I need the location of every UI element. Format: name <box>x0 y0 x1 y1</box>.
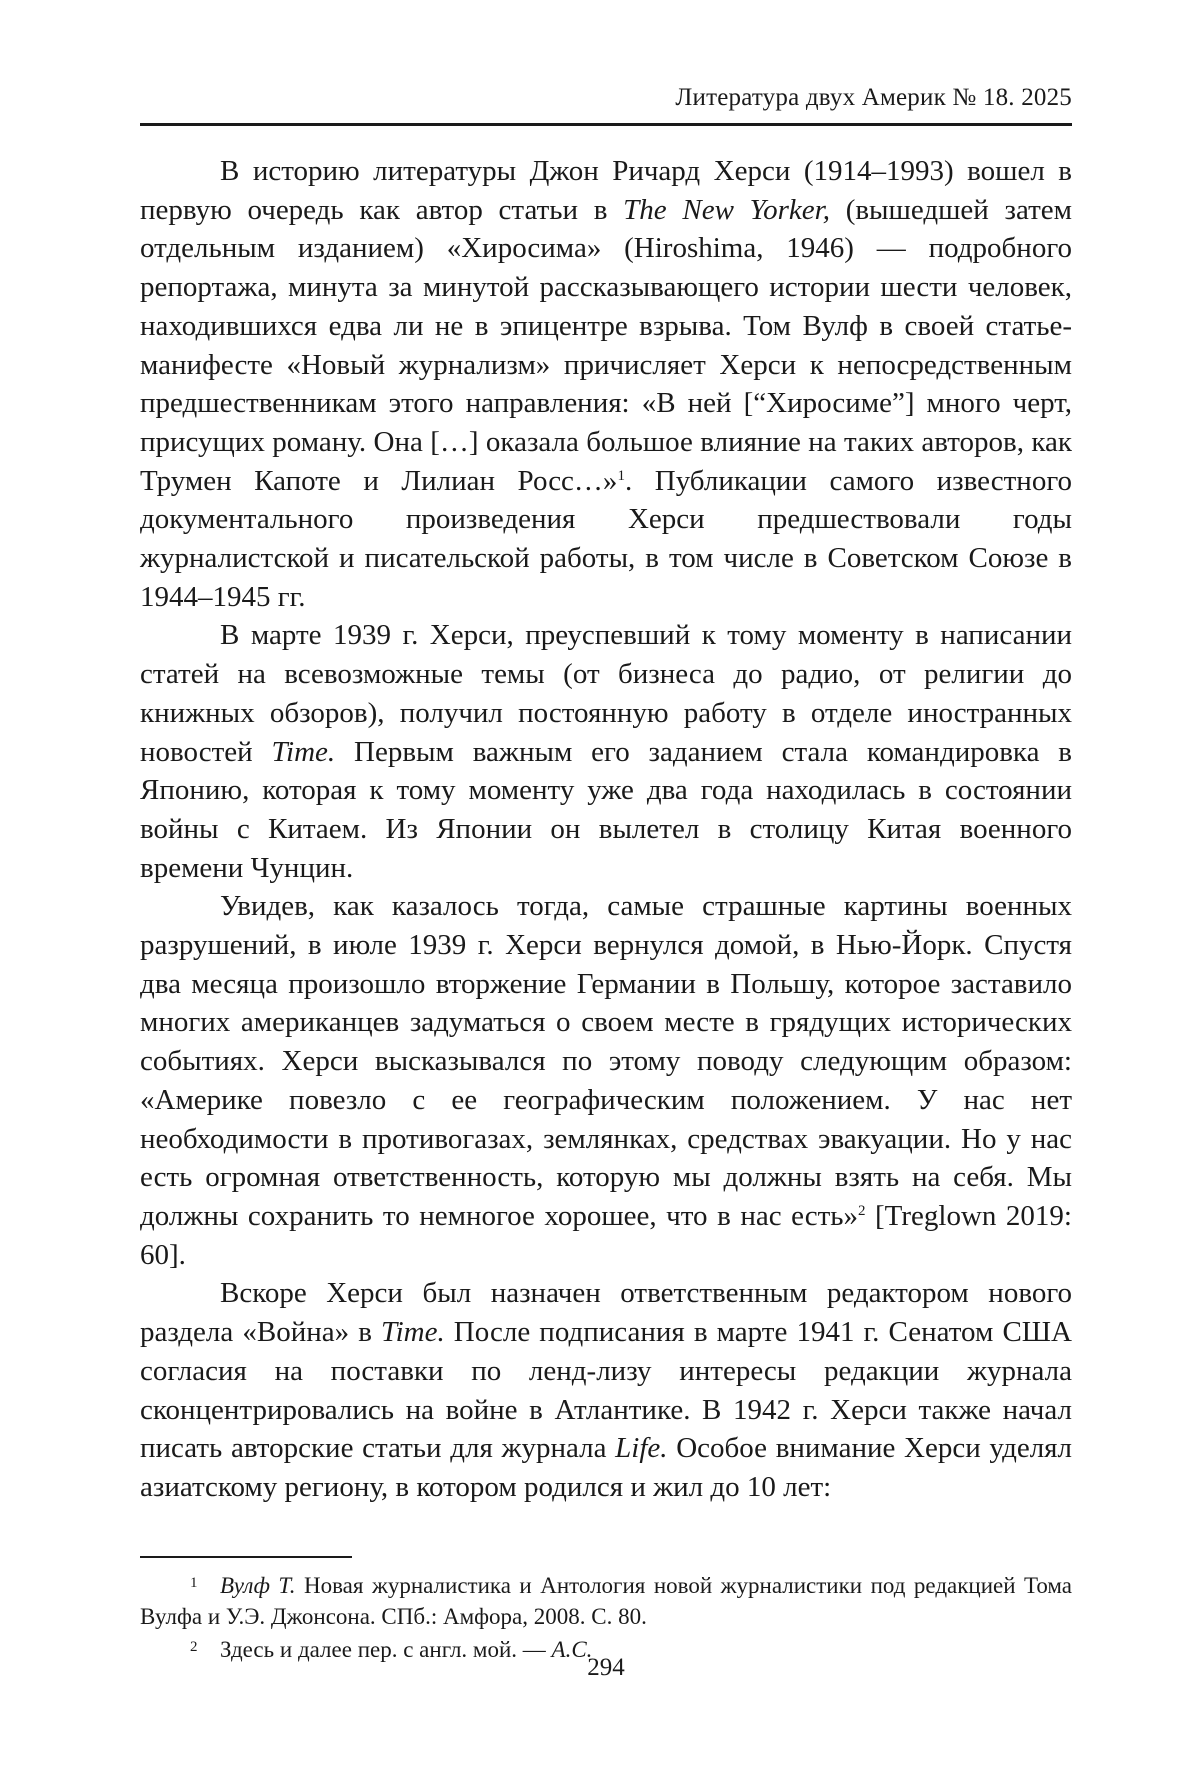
footnote-1: 1 Вулф Т. Новая журналистика и Антология новой журналистики под редакцией Тома Вулфа и У.Э. Джонсона. СПб.: Амфора, 2008. С. 80. <box>140 1568 1072 1632</box>
paragraph-4: Вскоре Херси был назначен ответственным редактором нового раздела «Война» в Time. После подписания в марте 1941 г. Сенатом США согласия на поставки по ленд-лизу интересы редакции журнала сконцентрировались на войне в Атлантике. В 1942 г. Херси также начал писать авторские статьи для журнала Life. Особое внимание Херси уделял азиатскому региону, в котором родился и жил до 10 лет: <box>140 1277 1072 1503</box>
footnote-mark: 1 <box>190 1575 198 1591</box>
italic-journal-title: Time. <box>271 735 336 768</box>
header-rule <box>140 123 1072 126</box>
italic-journal-title: The New Yorker, <box>623 193 830 226</box>
italic-journal-title: Life. <box>615 1432 668 1465</box>
footnote-mark: 2 <box>190 1639 198 1655</box>
footnote-ref-2[interactable]: 2 <box>857 1202 866 1219</box>
running-title: Литература двух Америк № 18. 2025 <box>675 84 1072 111</box>
footnote-author: Вулф Т. <box>220 1573 296 1598</box>
footnote-rule <box>140 1556 352 1558</box>
page <box>140 0 1072 1780</box>
translator-initials: А.С. <box>551 1637 593 1662</box>
article-body <box>140 152 1072 1507</box>
footnote-2: 2 Здесь и далее пер. с англ. мой. — А.С. <box>140 1632 1072 1665</box>
footnotes <box>140 1568 1072 1665</box>
paragraph-2: В марте 1939 г. Херси, преуспевший к тому моменту в написании статей на всевозможные темы (от бизнеса до радио, от религии до книжных обзоров), получил постоянную работу в отделе иностранных новостей Time. Первым важным его заданием стала командировка в Японию, которая к тому моменту уже два года находилась в состоянии войны с Китаем. Из Японии он вылетел в столицу Китая военного времени Чунцин. <box>140 619 1072 884</box>
footnote-ref-1[interactable]: 1 <box>617 467 625 484</box>
paragraph-1: В историю литературы Джон Ричард Херси (1914–1993) вошел в первую очередь как автор статьи в The New Yorker, (вышедшей затем отдельным изданием) «Хиросима» (Hiroshima, 1946) — подробного репортажа, минута за минутой рассказывающего истории шести человек, находившихся едва ли не в эпицентре взрыва. Том Вулф в своей статье-манифесте «Новый журнализм» причисляет Херси к непосредственным предшественникам этого направления: «В ней [“Хиросиме”] много черт, присущих роману. Она […] оказала большое влияние на таких авторов, как Трумен Капоте и Лилиан Росс…»$^1$. Публикации самого известного документального произведения Херси предшествовали годы журналистской и писательской работы, в том числе в Советском Союзе в 1944–1945 гг. <box>140 155 1073 613</box>
italic-journal-title: Time. <box>381 1316 445 1349</box>
page-number: 294 <box>587 1654 625 1681</box>
paragraph-3: Увидев, как казалось тогда, самые страшные картины военных разрушений, в июле 1939 г. Херси вернулся домой, в Нью-Йорк. Спустя два месяца произошло вторжение Германии в Польшу, которое заставило многих американцев задуматься о своем месте в грядущих исторических событиях. Херси высказывался по этому поводу следующим образом: «Америке повезло с ее географическим положением. У нас нет необходимости в противогазах, землянках, средствах эвакуации. Но у нас есть огромная ответственность, которую мы должны взять на себя. Мы должны сохранить то немногое хорошее, что в нас есть»$^2$ [Treglown 2019: 60]. <box>140 890 1072 1271</box>
